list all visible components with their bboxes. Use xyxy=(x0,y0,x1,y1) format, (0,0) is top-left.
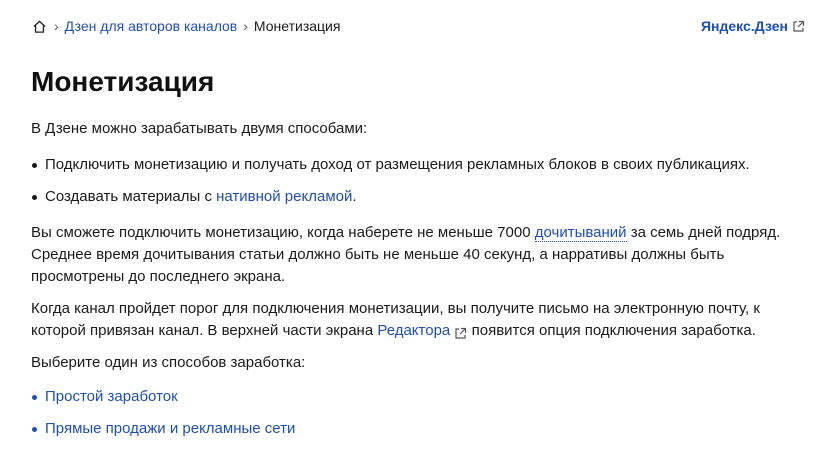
bullet xyxy=(32,395,37,400)
list-item-text: Создавать материалы с xyxy=(45,188,217,205)
list-item-text: Подключить монетизацию и получать доход от размещения рекламных блоков в своих публикациях. xyxy=(45,156,750,173)
threshold-text-end: за семь дней подряд. Среднее время дочитывания статьи должно быть не меньше 40 секунд, а нарративы должны быть просмотрены до последнего экрана. xyxy=(31,224,781,285)
brand-link[interactable] xyxy=(701,18,805,34)
external-link-icon xyxy=(454,325,467,338)
article-body xyxy=(31,118,801,450)
breadcrumb-separator: › xyxy=(54,18,59,34)
threshold-paragraph xyxy=(31,222,801,288)
bullet xyxy=(32,195,37,200)
earning-methods-list xyxy=(31,386,801,440)
read-throughs-link[interactable]: дочитываний xyxy=(534,224,627,241)
breadcrumb-current: Монетизация xyxy=(253,18,341,34)
list-item xyxy=(31,418,801,440)
brand-label: Яндекс.Дзен xyxy=(700,18,788,34)
bullet xyxy=(32,163,37,168)
threshold-text: Вы сможете подключить монетизацию, когда наберете не меньше 7000 xyxy=(31,224,535,241)
breadcrumb-separator: › xyxy=(243,18,248,34)
native-ads-link[interactable]: нативной рекламой xyxy=(216,188,353,205)
list-item-text-end: . xyxy=(352,188,357,205)
letter-paragraph xyxy=(31,298,801,342)
choose-text: Выберите один из способов заработка: xyxy=(31,354,306,371)
intro-text: В Дзене можно зарабатывать двумя способами: xyxy=(31,120,368,137)
letter-text-end: появится опция подключения заработка. xyxy=(467,322,756,339)
bullet xyxy=(32,427,37,432)
page-title: Монетизация xyxy=(31,66,215,97)
external-link-icon xyxy=(792,20,805,33)
home-icon[interactable] xyxy=(32,18,48,34)
editor-link-label: Редактора xyxy=(377,322,451,339)
simple-earning-link[interactable]: Простой заработок xyxy=(45,388,178,405)
breadcrumb-parent-link[interactable]: Дзен для авторов каналов xyxy=(64,18,238,34)
list-item xyxy=(31,186,801,208)
direct-sales-link[interactable]: Прямые продажи и рекламные сети xyxy=(45,420,296,437)
top-bar xyxy=(32,14,805,38)
letter-text: Когда канал пройдет порог для подключения монетизации, вы получите письмо на электронную почту, к которой привязан канал. В верхней части экрана xyxy=(31,300,760,339)
earning-ways-list xyxy=(31,154,801,208)
list-item xyxy=(31,154,801,176)
breadcrumb xyxy=(32,18,340,34)
list-item xyxy=(31,386,801,408)
editor-link[interactable] xyxy=(377,322,467,339)
